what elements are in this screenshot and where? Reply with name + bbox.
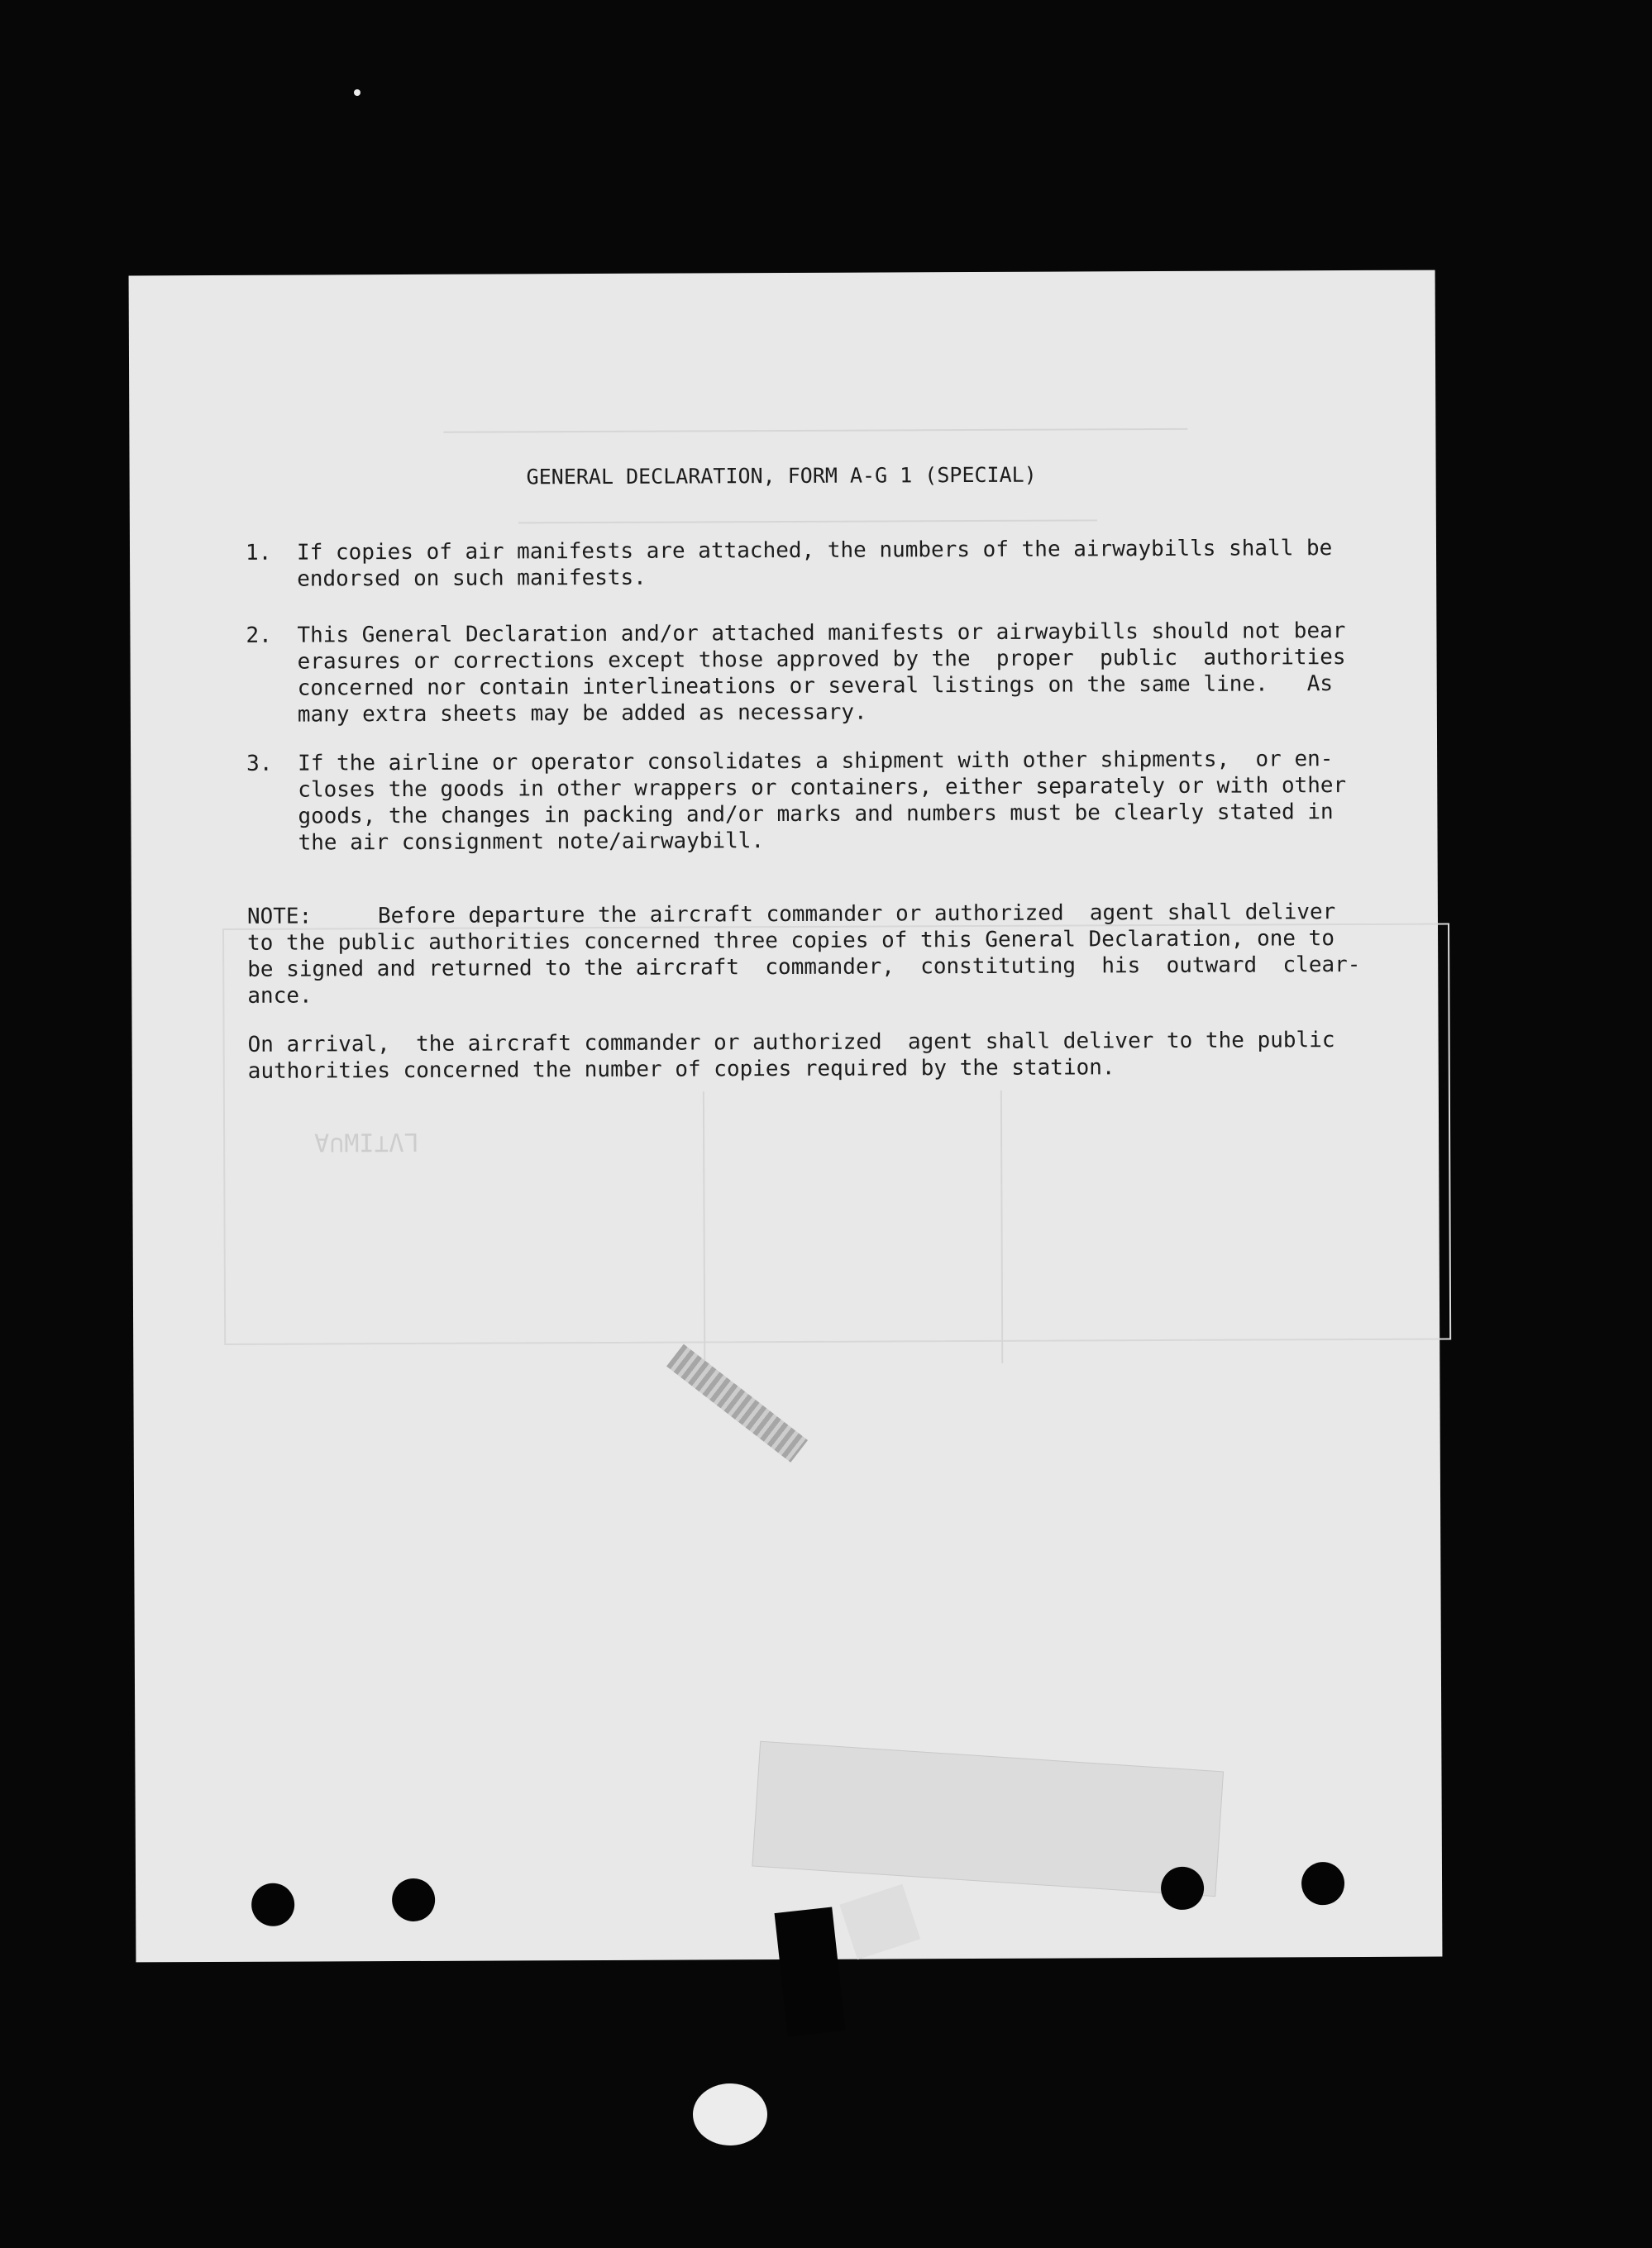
dust-speck: [354, 89, 360, 96]
bleed-through-line: [443, 428, 1187, 433]
ink-stamp-mark: [666, 1344, 808, 1463]
punch-hole: [392, 1878, 435, 1921]
item-number: 1.: [245, 540, 272, 566]
note-first-line: Before departure the aircraft commander or authorized agent shall deliver: [377, 900, 1336, 929]
document-page: [129, 270, 1443, 1963]
bleed-through-stamp: ΓΛ⊥ΙΜ∩Ɐ: [314, 1129, 419, 1159]
binder-clip: [775, 1907, 846, 2037]
punch-hole: [251, 1883, 294, 1926]
item-text: If copies of air manifests are attached, the numbers of the airwaybills shall be endorsed on such manifests.: [296, 536, 1333, 592]
list-item: [246, 618, 1346, 728]
item-text: If the airline or operator consolidates a shipment with other shipments, or en- closes the goods in other wrappers or containers, either separately or with other goods, the changes in packing and/or marks and numbers must be clearly stated in the air consignment note/airwaybill.: [298, 747, 1347, 856]
item-number: 3.: [246, 751, 273, 776]
punch-hole: [1301, 1862, 1344, 1905]
bleed-through-line: [518, 519, 1097, 523]
item-text: This General Declaration and/or attached manifests or airwaybills should not bear erasures or corrections except those approved by the proper public authorities concerned nor contain interlineations or several listings on the same line. As many extra sheets may be added as necessary.: [297, 618, 1346, 728]
item-number: 2.: [246, 623, 272, 648]
dust-speck: [693, 2083, 767, 2145]
list-item: [246, 747, 1347, 856]
torn-paper-fragment: [839, 1884, 920, 1960]
note-paragraph: [246, 900, 1361, 1035]
punch-hole: [1161, 1867, 1204, 1910]
note-label: NOTE:: [246, 904, 313, 929]
note-text: to the public authorities concerned three copies of this General Declaration, one to be signed and returned to the aircraft commander, constituting his outward clear- ance.: [247, 926, 1361, 1009]
arrival-paragraph: On arrival, the aircraft commander or authorized agent shall deliver to the public authorities concerned the number of copies required by the station.: [247, 1028, 1335, 1084]
document-title: GENERAL DECLARATION, FORM A-G 1 (SPECIAL): [526, 462, 1037, 489]
tape-piece: [752, 1741, 1224, 1897]
